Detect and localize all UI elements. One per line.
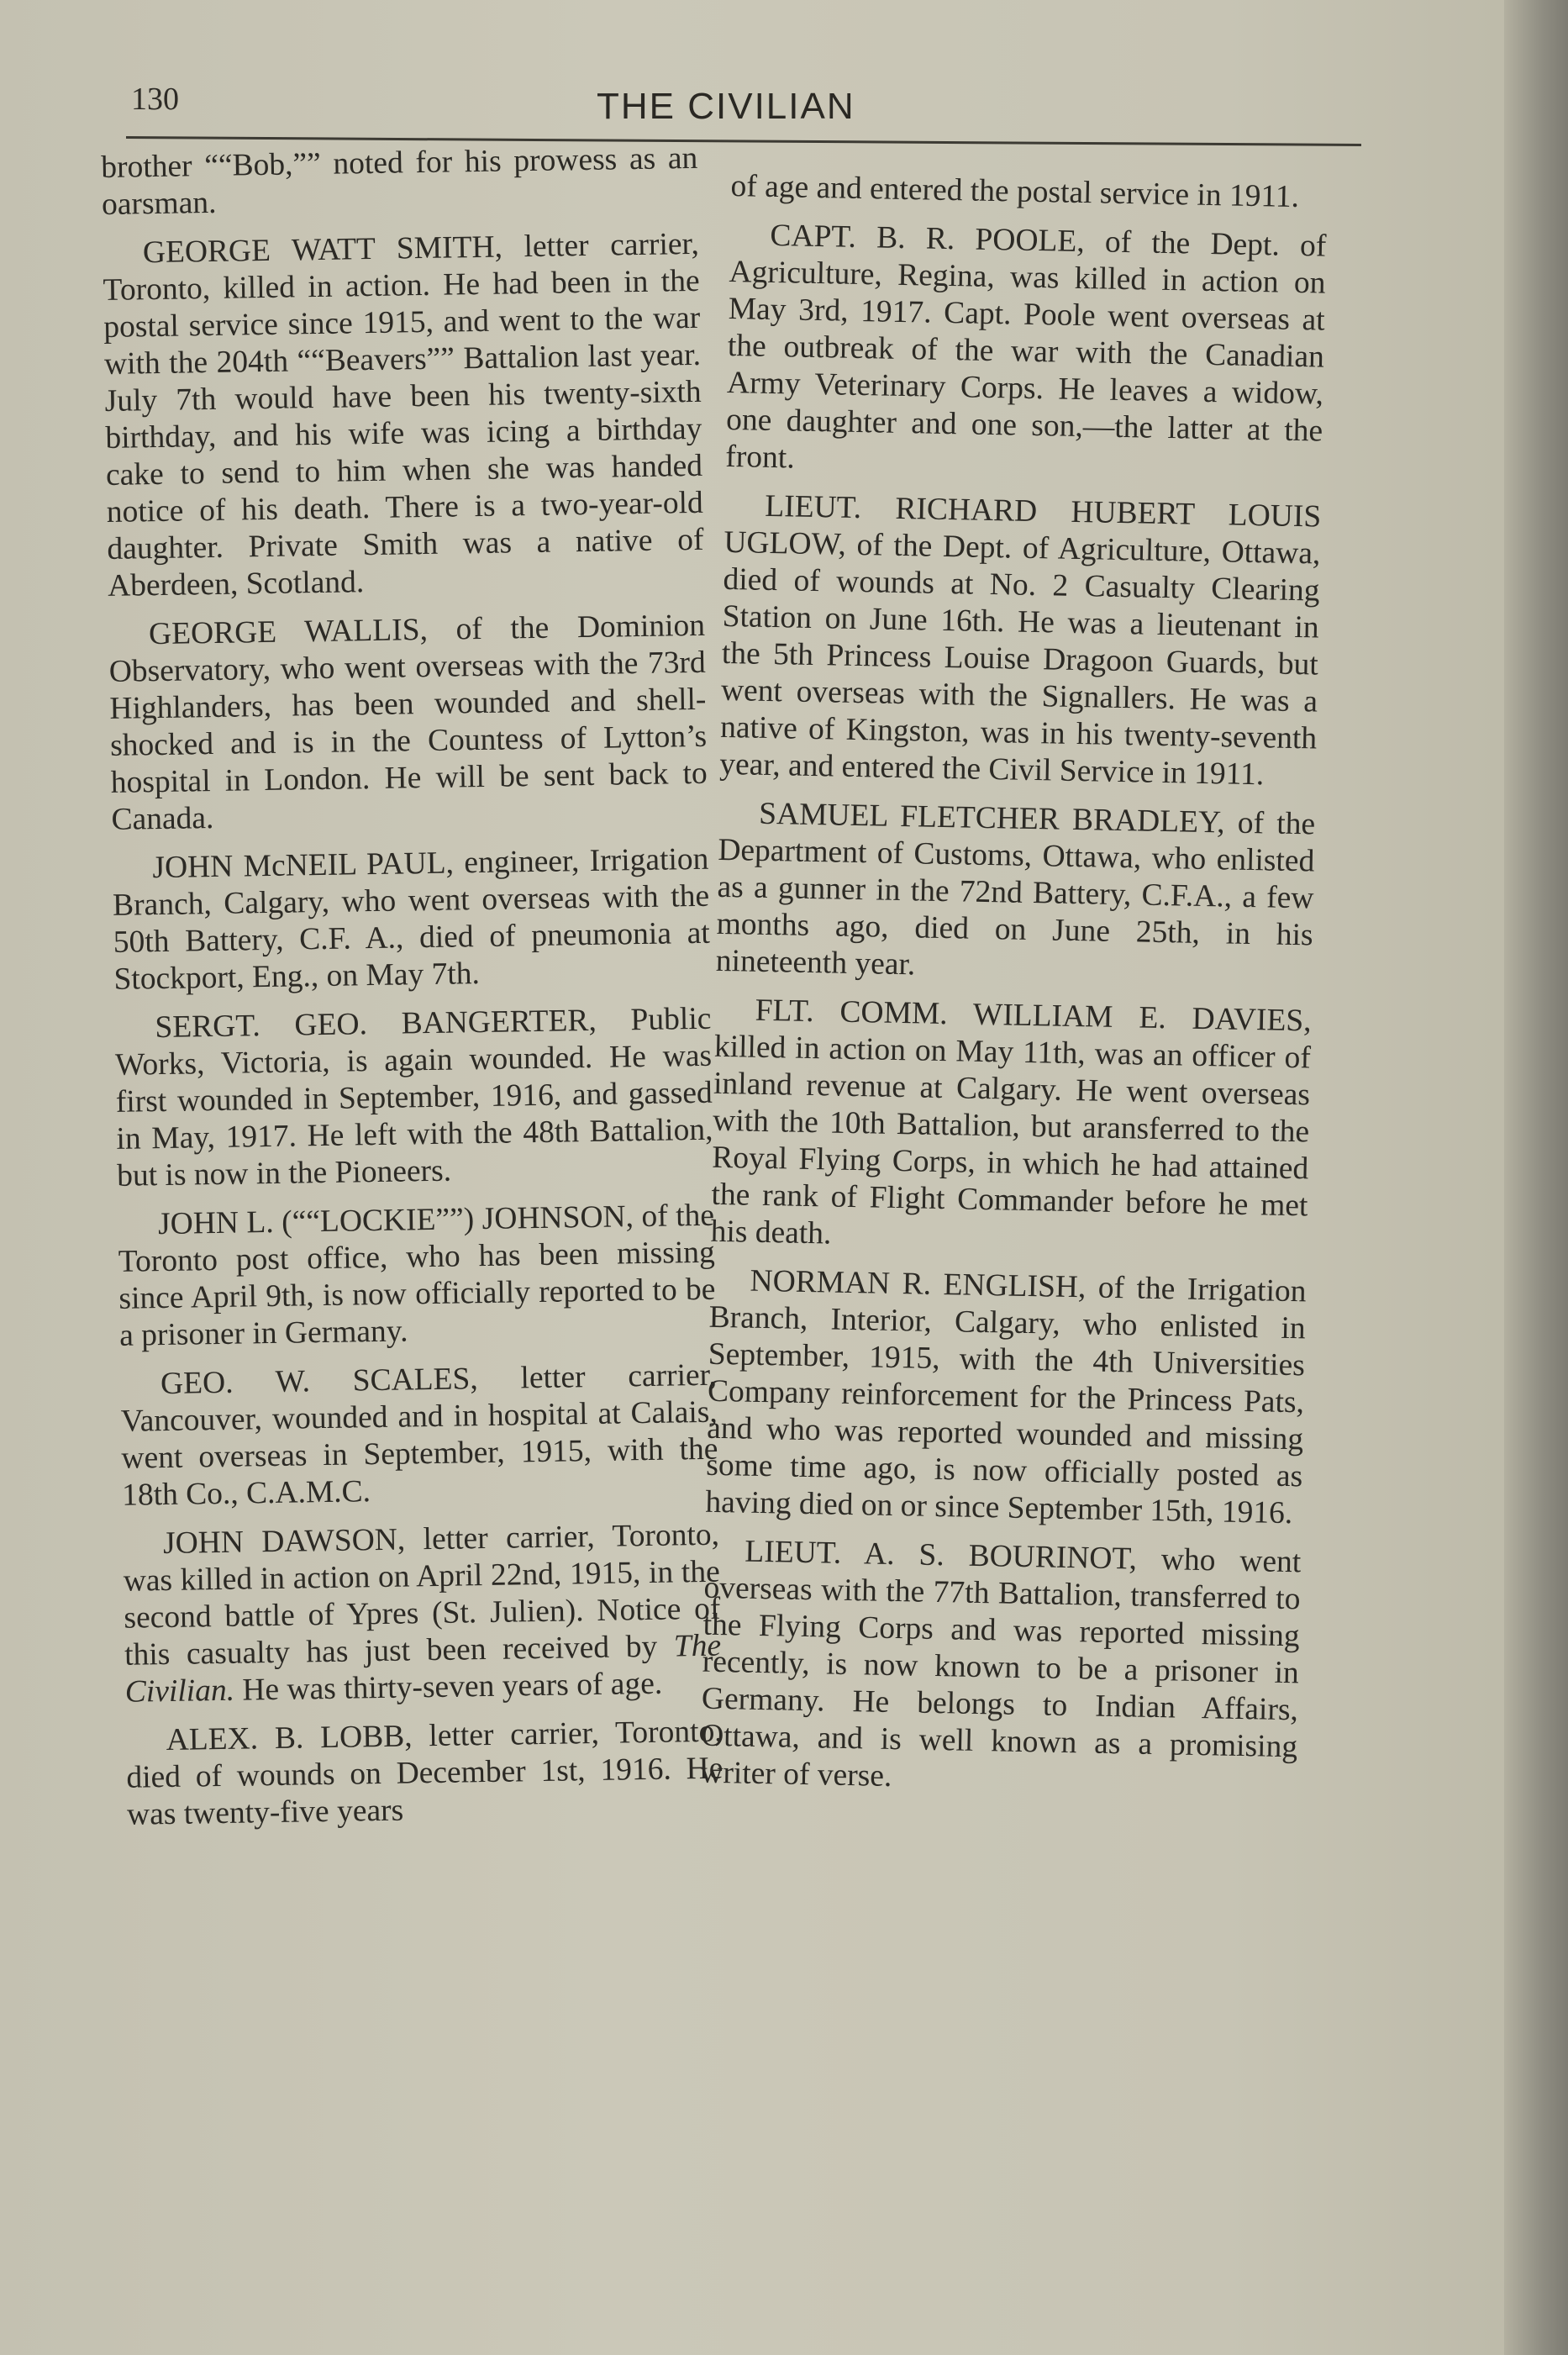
paragraph-norman-english: NORMAN R. ENGLISH, of the Irrigation Branch, Interior, Calgary, who enlisted in September, 1915, with the 4th Universities Company reinforcement for the Princess Pats, and who was reported wounded and missing some time ago, is now officially posted as having died on or since September 15th, 1916.: [705, 1263, 1307, 1531]
paragraph-john-dawson: [123, 1517, 722, 1711]
dawson-text-before: JOHN DAWSON, letter carrier, Toronto, was killed in action on April 22nd, 1915, in the second battle of Ypres (St. Julien). Notice of this casualty has just been received by: [123, 1517, 721, 1673]
paragraph-george-wallis: GEORGE WALLIS, of the Dominion Observatory, who went overseas with the 73rd Highlanders, has been wounded and shell-shocked and is in the Countess of Lytton’s hospital in London. He will be sent back to Canada.: [108, 608, 708, 837]
paragraph-john-johnson: JOHN L. (““LOCKIE””) JOHNSON, of the Toronto post office, who has been missing since April 9th, is now officially reported to be a prisoner in Germany.: [118, 1198, 716, 1353]
dawson-text-after: He was thirty-seven years of age.: [234, 1666, 663, 1708]
paragraph-bob-continuation: brother ““Bob,”” noted for his prowess as an oarsman.: [101, 140, 698, 222]
paragraph-sergt-bangerter: SERGT. GEO. BANGERTER, Public Works, Victoria, is again wounded. He was first wounded in September, 1916, and gassed in May, 1917. He left with the 48th Battalion, but is now in the Pioneers.: [114, 1001, 713, 1193]
publication-title: The Civilian.: [124, 1628, 722, 1710]
page-header: [126, 67, 1361, 143]
right-column: [700, 168, 1328, 1815]
paragraph-john-mcneil-paul: JOHN McNEIL PAUL, engineer, Irrigation Branch, Calgary, who went overseas with the 50th Battery, C.F. A., died of pneumonia at Stockport, Eng., on May 7th.: [112, 841, 711, 997]
paragraph-samuel-bradley: SAMUEL FLETCHER BRADLEY, of the Department of Customs, Ottawa, who enlisted as a gunner in the 72nd Battery, C.F.A., a few months ago, died on June 25th, in his nineteenth year.: [715, 796, 1316, 983]
paragraph-george-watt-smith: GEORGE WATT SMITH, letter carrier, Toronto, killed in action. He had been in the postal service since 1915, and went to the war with the 204th ““Beavers”” Battalion last year. July 7th would have been his twenty-sixth birthday, and his wife was icing a birthday cake to send to him when she was handed notice of his death. There is a two-year-old daughter. Private Smith was a native of Aberdeen, Scotland.: [103, 226, 704, 603]
paragraph-geo-scales: GEO. W. SCALES, letter carrier, Vancouver, wounded and in hospital at Calais, went overseas in September, 1915, with the 18th Co., C.A.M.C.: [120, 1357, 718, 1513]
paragraph-lobb-continuation: of age and entered the postal service in 1911.: [730, 168, 1300, 214]
paragraph-lieut-bourinot: LIEUT. A. S. BOURINOT, who went overseas with the 77th Battalion, transferred to the Flying Corps and was reported missing recently, is now known to be a prisoner in Germany. He belongs to Indian Affairs, Ottawa, and is well known as a promising writer of verse.: [699, 1534, 1302, 1794]
running-title: THE CIVILIAN: [597, 86, 855, 127]
page-number: 130: [131, 82, 179, 117]
paragraph-capt-poole: CAPT. B. R. POOLE, of the Dept. of Agriculture, Regina, was killed in action on May 3rd, 1917. Capt. Poole went overseas at the outbreak of the war with the Canadian Army Veterinary Corps. He leaves a widow, one daughter and one son,—the latter at the front.: [725, 218, 1327, 476]
page-edge-shadow: [1504, 0, 1568, 2355]
paragraph-alex-lobb: ALEX. B. LOBB, letter carrier, Toronto, died of wounds on December 1st, 1916. He was twenty-five years: [126, 1714, 723, 1832]
header-rule: [126, 136, 1361, 146]
paragraph-lieut-uglow: LIEUT. RICHARD HUBERT LOUIS UGLOW, of the Dept. of Agriculture, Ottawa, died of wounds at No. 2 Casualty Clearing Station on June 16th. He was a lieutenant in the 5th Princess Louise Dragoon Guards, but went overseas with the Signallers. He was a native of Kingston, was in his twenty-seventh year, and entered the Civil Service in 1911.: [718, 488, 1322, 793]
left-column: [101, 140, 724, 1846]
paragraph-william-davies: FLT. COMM. WILLIAM E. DAVIES, killed in action on May 11th, was an officer of inland revenue at Calgary. He went overseas with the 10th Battalion, but aransferred to the Royal Flying Corps, in which he had attained the rank of Flight Commander before he met his death.: [710, 993, 1313, 1251]
